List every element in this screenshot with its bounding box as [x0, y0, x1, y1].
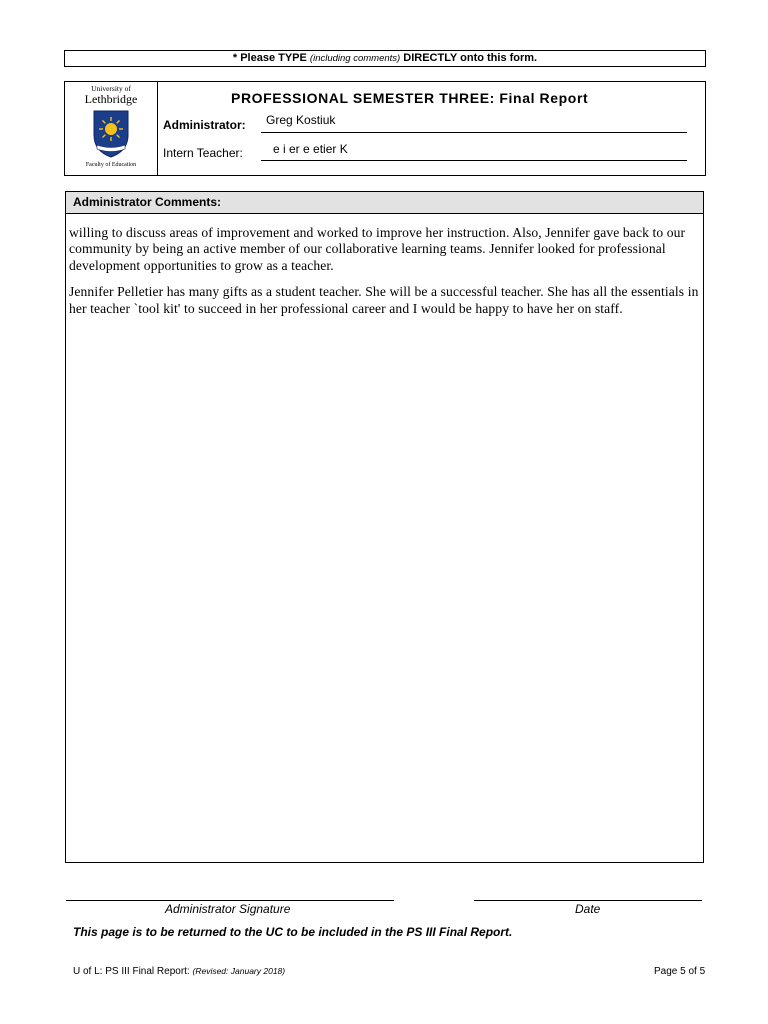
report-header [64, 81, 706, 176]
admin-signature-line[interactable] [66, 900, 394, 901]
comments-textarea[interactable] [66, 214, 703, 317]
admin-signature-label: Administrator Signature [165, 902, 291, 916]
comments-heading: Administrator Comments: [66, 192, 703, 214]
date-label: Date [575, 902, 601, 916]
logo-university-of: University of [91, 84, 131, 93]
comment-paragraph: willing to discuss areas of improvement and worked to improve her instruction. Also, Jennifer gave back to our community by being an active member of our collaborative learning teams. Jennifer looked for professional development opportunities to grow as a teacher. [69, 225, 686, 273]
administrator-field[interactable]: Greg Kostiuk [266, 113, 336, 127]
report-title: PROFESSIONAL SEMESTER THREE: Final Report [231, 90, 589, 106]
administrator-underline [261, 132, 687, 133]
intern-teacher-field[interactable]: e i er e etier K [273, 142, 348, 156]
intern-teacher-underline [261, 160, 687, 161]
notice-italic: (including comments) [309, 53, 401, 64]
notice-prefix: * Please TYPE [232, 52, 307, 64]
comment-paragraph: Jennifer Pelletier has many gifts as a student teacher. She will be a successful teacher. She has all the essentials in her teacher `tool kit' to succeed in her professional career and I would be happy to have her on staff. [69, 284, 699, 316]
footer-revision: (Revised: January 2018) [192, 966, 286, 976]
footer-report-name: U of L: PS III Final Report: [73, 966, 190, 977]
logo-lethbridge: Lethbridge [84, 92, 138, 106]
date-line[interactable] [474, 900, 702, 901]
return-instructions: This page is to be returned to the UC to be included in the PS III Final Report. [73, 925, 513, 939]
shield-icon [92, 109, 130, 159]
administrator-comments-section [65, 191, 704, 863]
intern-teacher-label: Intern Teacher: [163, 146, 243, 160]
notice-suffix: DIRECTLY onto this form. [403, 52, 538, 64]
logo-faculty: Faculty of Education [85, 162, 137, 168]
page-number: Page 5 of 5 [654, 966, 706, 977]
footer-document-info [73, 966, 285, 977]
type-notice-banner [64, 50, 706, 67]
university-logo [65, 82, 158, 175]
administrator-label: Administrator: [163, 118, 246, 132]
